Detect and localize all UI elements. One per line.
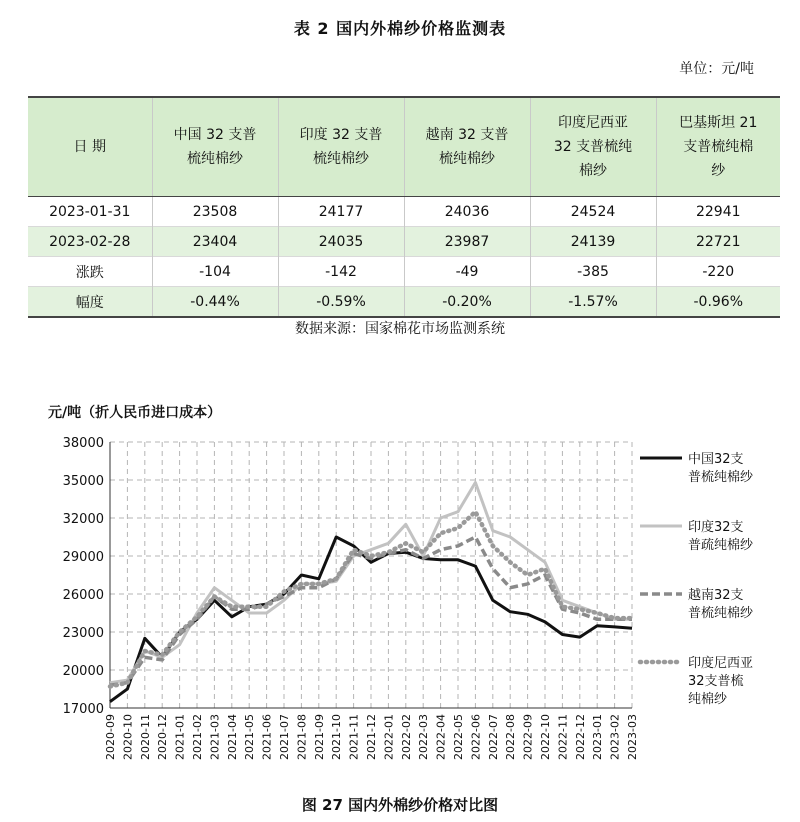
table-source: 数据来源：国家棉花市场监测系统	[295, 321, 505, 337]
cell-value: -385	[530, 257, 656, 287]
x-tick-label: 2023-01	[591, 714, 605, 760]
cell-value: -0.96%	[656, 287, 780, 318]
cell-value: -104	[152, 257, 278, 287]
cell-date: 2023-01-31	[49, 203, 131, 220]
x-tick-label: 2020-11	[138, 714, 152, 760]
x-tick-label: 2021-01	[173, 714, 187, 760]
y-axis-label: 元/吨（折人民币进口成本）	[48, 405, 222, 421]
x-tick-label: 2020-10	[121, 714, 135, 760]
cell-value: 24524	[530, 197, 656, 227]
legend-label: 越南32支普梳纯棉纱	[688, 588, 754, 621]
x-tick-label: 2022-08	[504, 714, 518, 760]
x-tick-label: 2023-02	[608, 714, 622, 760]
cell-value: 22721	[656, 227, 780, 257]
y-tick-label: 23000	[62, 626, 104, 641]
table-row	[28, 227, 780, 257]
cell-value: -49	[404, 257, 530, 287]
cell-label: 涨跌	[28, 257, 152, 287]
header-indonesia: 印度尼西亚 32 支普梳纯 棉纱	[530, 97, 656, 197]
x-tick-label: 2021-12	[365, 714, 378, 760]
legend-label: 中国32支普梳纯棉纱	[688, 452, 754, 485]
cell-value: 24036	[404, 197, 530, 227]
x-tick-label: 2021-06	[260, 714, 274, 760]
y-tick-label: 32000	[62, 512, 104, 527]
y-tick-label: 38000	[62, 436, 104, 451]
x-tick-label: 2022-02	[399, 714, 413, 760]
x-tick-label: 2022-04	[434, 714, 448, 760]
x-tick-label: 2021-07	[278, 714, 291, 760]
table-row	[28, 287, 780, 318]
y-tick-label: 35000	[62, 474, 104, 489]
header-china: 中国 32 支普 梳纯棉纱	[152, 97, 278, 197]
x-tick-label: 2021-04	[225, 714, 239, 760]
x-tick-label: 2021-09	[312, 714, 326, 760]
cell-value: 22941	[656, 197, 780, 227]
cell-value: 23508	[152, 197, 278, 227]
table-row	[28, 197, 780, 227]
x-tick-label: 2021-03	[208, 714, 222, 760]
header-vietnam: 越南 32 支普 梳纯棉纱	[404, 97, 530, 197]
legend-label: 印度尼西亚 32支普梳纯棉纱	[688, 656, 754, 707]
cell-value: -142	[278, 257, 404, 287]
table-header-row	[28, 97, 780, 197]
x-tick-label: 2022-09	[521, 714, 535, 760]
x-tick-label: 2022-05	[452, 714, 465, 760]
x-tick-label: 2020-09	[104, 714, 117, 760]
cell-date: 2023-02-28	[28, 227, 152, 257]
cell-value: -0.44%	[152, 287, 278, 318]
unit-label: 单位：元/吨	[679, 61, 754, 77]
x-tick-label: 2021-10	[330, 714, 344, 760]
header-date: 日 期	[28, 97, 152, 197]
cell-value: -220	[656, 257, 780, 287]
cell-value: 24035	[278, 227, 404, 257]
cell-value: 24177	[278, 197, 404, 227]
y-tick-label: 26000	[62, 588, 104, 603]
x-tick-label: 2020-12	[156, 714, 170, 760]
header-pakistan: 巴基斯坦 21 支普梳纯棉 纱	[656, 97, 780, 197]
x-tick-label: 2021-08	[295, 714, 309, 760]
legend-label: 印度32支普疏纯棉纱	[688, 520, 754, 553]
x-tick-label: 2022-10	[539, 714, 552, 760]
cell-value: -0.20%	[404, 287, 530, 318]
cell-value: 23987	[404, 227, 530, 257]
table-title: 表 2 国内外棉纱价格监测表	[293, 19, 507, 38]
x-tick-label: 2021-05	[243, 714, 257, 760]
header-india: 印度 32 支普 梳纯棉纱	[278, 97, 404, 197]
figure-caption: 图 27 国内外棉纱价格对比图	[301, 796, 499, 814]
cell-label: 幅度	[28, 287, 152, 318]
x-tick-label: 2022-07	[486, 714, 500, 760]
x-tick-label: 2022-11	[556, 714, 570, 760]
y-tick-label: 17000	[62, 702, 104, 717]
x-tick-label: 2021-02	[191, 714, 204, 760]
price-table	[28, 96, 780, 318]
y-tick-label: 29000	[62, 550, 104, 565]
x-tick-label: 2022-03	[417, 714, 431, 760]
y-tick-label: 20000	[62, 664, 104, 679]
x-tick-label: 2021-11	[347, 714, 361, 760]
x-tick-label: 2023-03	[626, 714, 639, 760]
x-tick-label: 2022-12	[573, 714, 587, 760]
cell-value: 23404	[152, 227, 278, 257]
price-line-chart	[0, 390, 800, 790]
x-tick-label: 2022-01	[382, 714, 396, 760]
cell-value: -1.57%	[530, 287, 656, 318]
cell-value: -0.59%	[278, 287, 404, 318]
x-tick-label: 2022-06	[469, 714, 483, 760]
table-row	[28, 257, 780, 287]
cell-value: 24139	[530, 227, 656, 257]
